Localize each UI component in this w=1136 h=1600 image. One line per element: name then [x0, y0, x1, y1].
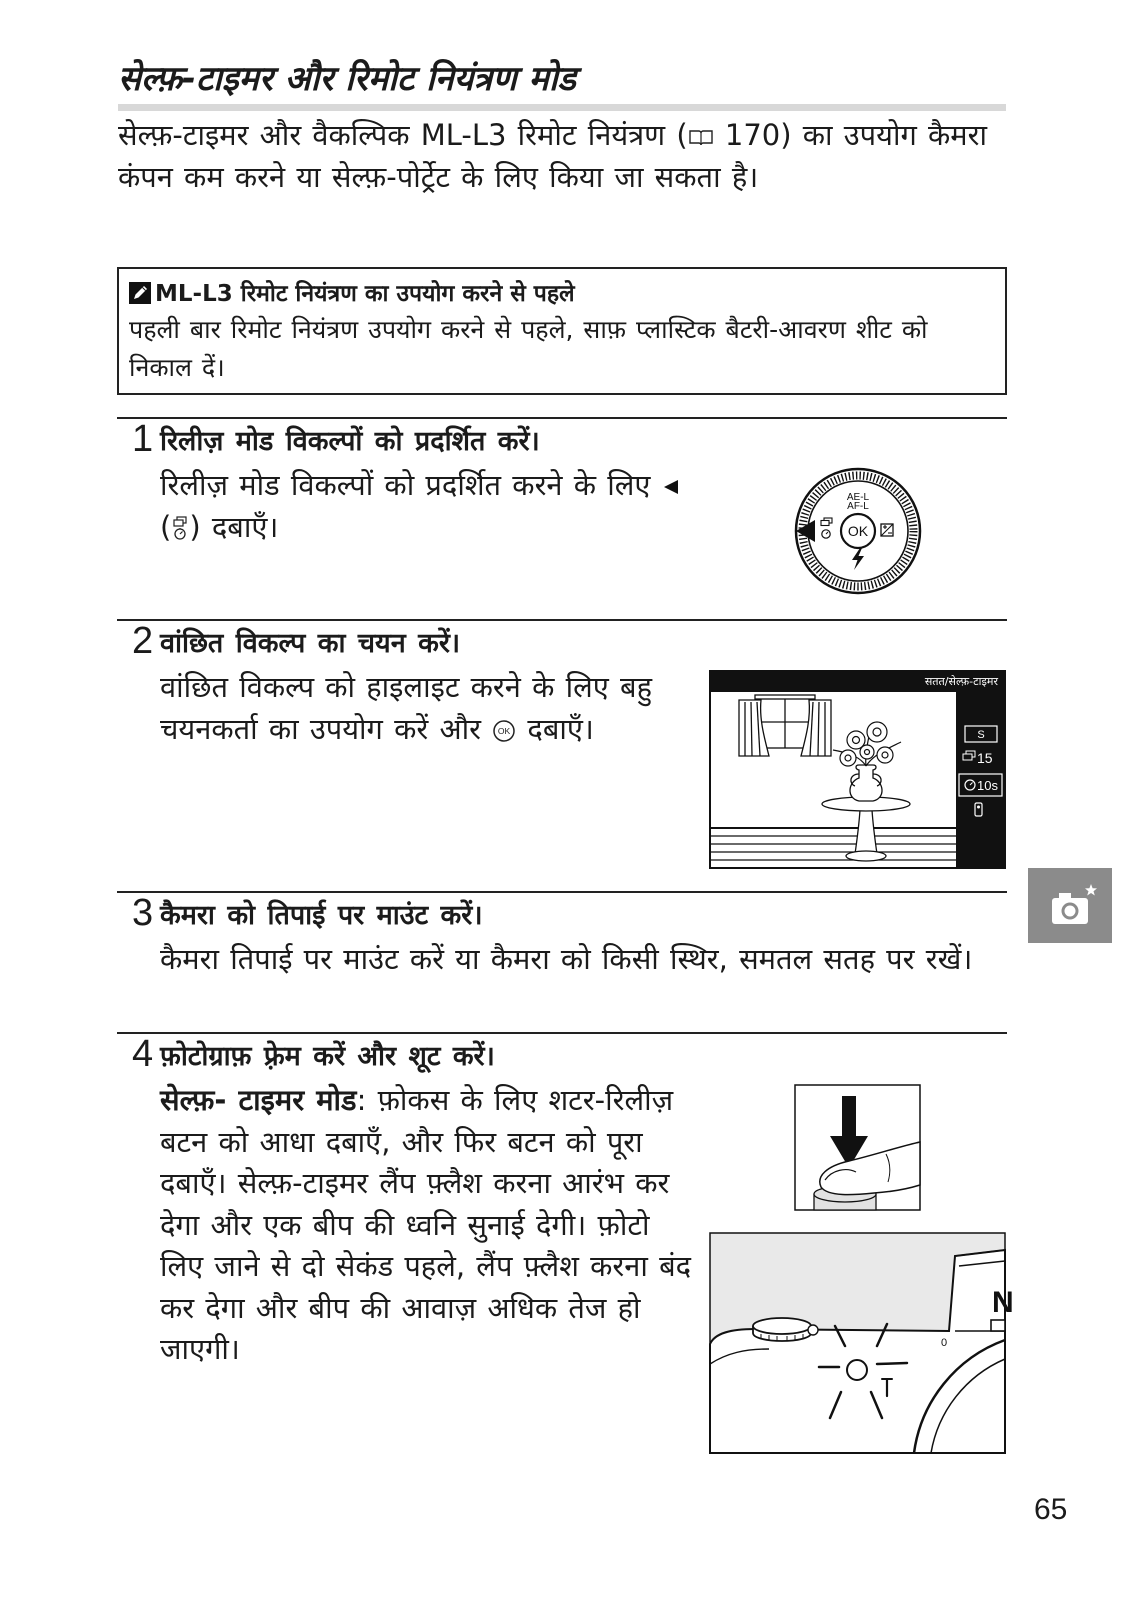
- note-heading-row: [129, 277, 995, 311]
- step-heading: वांछित विकल्प का चयन करें।: [160, 628, 461, 659]
- self-timer-mode-label: सेल्फ़- टाइमर मोड: [160, 1083, 357, 1117]
- title-underline: [118, 104, 1006, 111]
- step-divider: [117, 619, 1007, 621]
- intro-text-end: ) का उपयोग कैमरा कंपन कम करने या सेल्फ़-पोर्ट्रेट के लिए किया जा सकता है।: [118, 118, 988, 194]
- camera-dial-mark: 0: [941, 1337, 948, 1349]
- step-body: [160, 465, 700, 548]
- note-body: पहली बार रिमोट नियंत्रण उपयोग करने से पहले, साफ़ प्लास्टिक बैटरी-आवरण शीट को निकाल दें।: [129, 315, 928, 382]
- step-body: [160, 1080, 700, 1371]
- step-heading: रिलीज़ मोड विकल्पों को प्रदर्शित करें।: [160, 426, 540, 457]
- camera-logo: N: [992, 1286, 1014, 1319]
- ok-button-icon-label: OK: [498, 725, 511, 736]
- step-body-text: रिलीज़ मोड विकल्पों को प्रदर्शित करने के लिए: [160, 468, 651, 502]
- shutter-press-illustration: [794, 1084, 921, 1211]
- step-body-text: वांछित विकल्प को हाइलाइट करने के लिए बहु चयनकर्ता का उपयोग करें और: [160, 670, 652, 746]
- step-divider: [117, 417, 1007, 419]
- ae-l-label: AE-L: [846, 492, 870, 503]
- step-number: 2: [132, 620, 154, 662]
- multi-selector-dial-illustration: [788, 464, 928, 598]
- step-number: 1: [132, 418, 154, 460]
- book-icon: [688, 128, 714, 146]
- step-heading: फ़ोटोग्राफ़ फ़्रेम करें और शूट करें।: [160, 1041, 495, 1072]
- intro-paragraph: [118, 114, 990, 198]
- menu-item-single-frame-label: S: [977, 729, 985, 741]
- self-timer-lamp: [847, 1360, 867, 1380]
- step-heading: कैमरा को तिपाई पर माउंट करें।: [160, 900, 483, 931]
- menu-item-continuous-label: 15: [977, 750, 993, 766]
- step-body: कैमरा तिपाई पर माउंट करें या कैमरा को किसी स्थिर, समतल सतह पर रखें।: [160, 942, 973, 976]
- page-number: 65: [1034, 1493, 1068, 1526]
- camera-star-icon: [1028, 868, 1112, 943]
- release-mode-icon: [171, 515, 189, 543]
- page-title: सेल्फ़-टाइमर और रिमोट नियंत्रण मोड: [118, 59, 576, 99]
- ok-button-label: OK: [847, 523, 869, 539]
- page-reference-link[interactable]: [688, 118, 781, 152]
- camera-self-timer-lamp-illustration: [709, 1232, 1014, 1454]
- screen-header-title: सतत/सेल्फ़-टाइमर: [924, 675, 998, 688]
- step-body-text-end: दबाएँ।: [527, 711, 594, 746]
- step-number: 4: [132, 1033, 154, 1075]
- paren-open: (: [160, 509, 172, 544]
- step-body-text: : फ़ोकस के लिए शटर-रिलीज़ बटन को आधा दबाएँ, और फिर बटन को पूरा दबाएँ। सेल्फ़-टाइमर लैंप फ़्लैश करना आरंभ कर देगा और एक बीप की ध्वनि सुनाई देगी। फ़ोटो लिए जाने से दो सेकंड पहले, लैंप फ़्लैश करना बंद कर देगा और बीप की आवाज़ अधिक तेज हो जाएगी।: [160, 1083, 692, 1366]
- step-number: 3: [132, 892, 154, 934]
- note-heading: ML-L3 रिमोट नियंत्रण का उपयोग करने से पहले: [155, 281, 575, 307]
- step-body-text-end: ) दबाएँ।: [189, 509, 279, 544]
- step-divider: [117, 1032, 1007, 1034]
- pencil-icon: [129, 282, 151, 304]
- section-side-tab: [1028, 868, 1112, 943]
- intro-text-start: सेल्फ़-टाइमर और वैकल्पिक ML-L3 रिमोट नियंत्रण (: [118, 118, 688, 152]
- af-l-label: AF-L: [847, 501, 869, 512]
- release-mode-menu-screen: [709, 670, 1006, 869]
- step-divider: [117, 891, 1007, 893]
- step-body: [160, 667, 695, 750]
- ok-button-icon: [492, 719, 516, 743]
- menu-item-self-timer-label: 10s: [977, 778, 998, 793]
- step-3: [118, 894, 1006, 1029]
- page-reference-number: 170: [724, 118, 781, 152]
- window-illustration: [739, 695, 831, 756]
- left-arrow-icon: [662, 478, 680, 496]
- note-box: [117, 267, 1007, 395]
